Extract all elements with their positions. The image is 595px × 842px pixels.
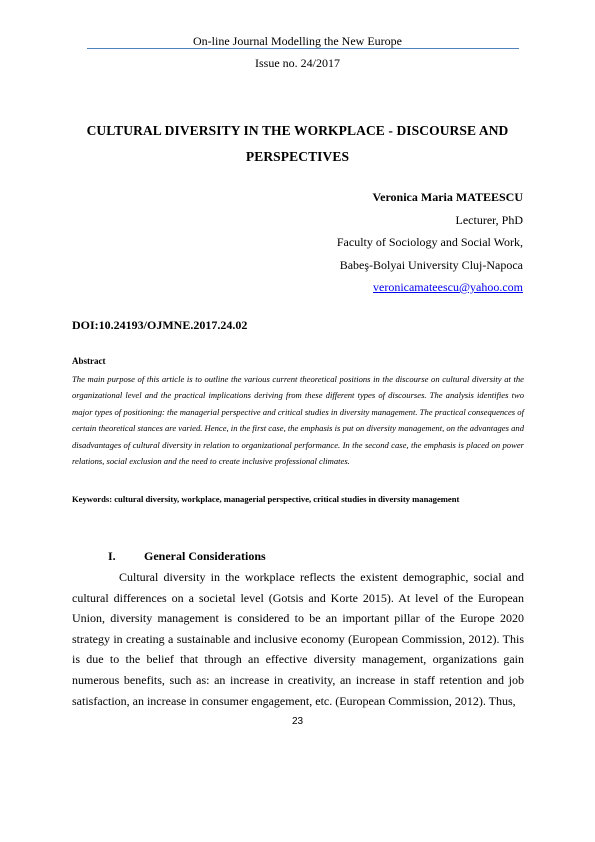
author-position: Lecturer, PhD (455, 212, 523, 227)
abstract-text: The main purpose of this article is to outline the various current theoretical positions in the discourse on cultural diversity at the organizational level and the practical implications deriving from these different types of discourses. The analysis identifies two major types of positioning: the managerial perspective and critical studies in diversity management. The practical consequences of certain theoretical stances are varied. Hence, in the first case, the emphasis is put on diversity management, on the advantages and disadvantages of cultural diversity in relation to organizational performance. In the second case, the emphasis is placed on power relations, social exclusion and the need to create inclusive professional climates. (72, 374, 524, 467)
body-text (72, 567, 524, 711)
page-number: 23 (291, 716, 304, 727)
author-email-link[interactable]: veronicamateescu@yahoo.com (373, 280, 523, 294)
header-divider (87, 48, 519, 49)
abstract-heading: Abstract (72, 356, 106, 366)
paragraph: Cultural diversity in the workplace reflects the existent demographic, social and cultural differences on a societal level (Gotsis and Korte 2015). At level of the European Union, diversity management is considered to be an important pillar of the Europe 2020 strategy in creating a sustainable and inclusive economy (European Commission, 2012). This is due to the belief that through an effective diversity management, organizations gain numerous benefits, such as: an increase in creativity, an increase in staff retention and job satisfaction, an increase in consumer engagement, etc. (European Commission, 2012). Thus, (72, 570, 524, 708)
author-name: Veronica Maria MATEESCU (372, 190, 523, 204)
section-number: I. (108, 549, 116, 563)
article-title: CULTURAL DIVERSITY IN THE WORKPLACE - DISCOURSE AND PERSPECTIVES (86, 123, 509, 164)
author-faculty: Faculty of Sociology and Social Work, (336, 235, 523, 249)
doi: DOI:10.24193/OJMNE.2017.24.02 (72, 318, 248, 332)
journal-name: On-line Journal Modelling the New Europe (193, 34, 402, 48)
issue-number: Issue no. 24/2017 (255, 56, 340, 70)
author-block (337, 186, 523, 299)
author-university: Babeş-Bolyai University Cluj-Napoca (339, 257, 523, 272)
section-title: General Considerations (144, 549, 266, 563)
section-heading (108, 549, 266, 564)
keywords: Keywords: cultural diversity, workplace, managerial perspective, critical studies in diversity management (72, 494, 460, 504)
